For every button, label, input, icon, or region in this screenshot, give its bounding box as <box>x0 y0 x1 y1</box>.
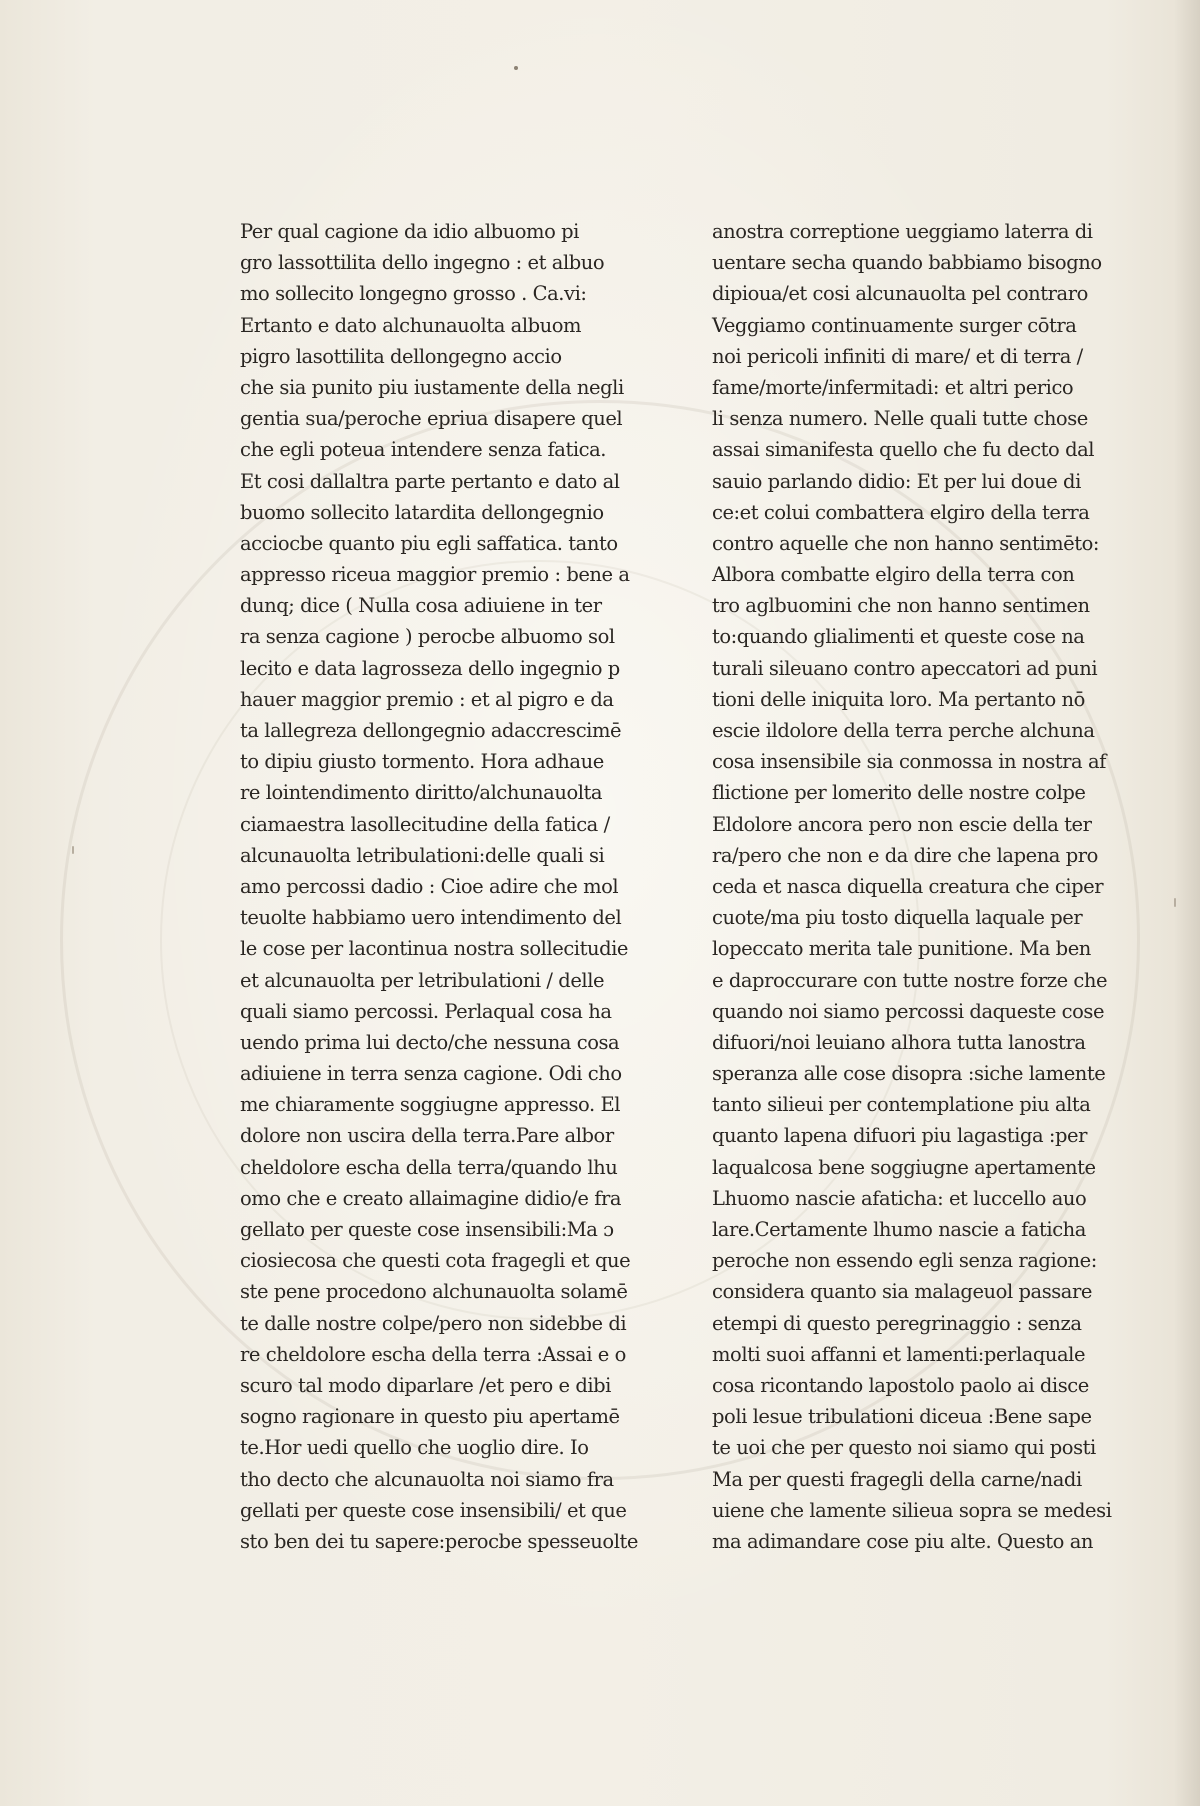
text-line: Veggiamo continuamente surger cōtra <box>712 313 1077 337</box>
text-line: cheldolore escha della terra/quando lhu <box>240 1155 618 1179</box>
text-line: Ma per questi fragegli della carne/nadi <box>712 1467 1082 1491</box>
text-line: assai simanifesta quello che fu decto dal <box>712 438 1095 462</box>
text-line: sauio parlando didio: Et per lui doue di <box>712 469 1081 493</box>
text-line: adiuiene in terra senza cagione. Odi cho <box>240 1062 622 1086</box>
text-line: ciamaestra lasollecitudine della fatica / <box>240 812 610 836</box>
text-line: contro aquelle che non hanno sentimēto: <box>712 531 1100 555</box>
text-line: Per qual cagione da idio albuomo pi <box>240 220 579 243</box>
text-line: buomo sollecito latardita dellongegnio <box>240 500 604 524</box>
text-line: gentia sua/peroche epriua disapere quel <box>240 407 623 431</box>
text-line: lare.Certamente lhumo nascie a faticha <box>712 1218 1086 1241</box>
text-line: Lhuomo nascie afaticha: et luccello auo <box>712 1186 1087 1210</box>
text-line: Albora combatte elgiro della terra con <box>712 563 1075 587</box>
text-line: mo sollecito longegno grosso . Ca.vi: <box>240 282 587 306</box>
text-line: cosa insensibile sia conmossa in nostra af <box>712 750 1106 774</box>
text-line: scuro tal modo diparlare /et pero e dibi <box>240 1373 611 1397</box>
text-line: acciocbe quanto piu egli saffatica. tanto <box>240 531 618 555</box>
text-line: ra/pero che non e da dire che lapena pro <box>712 843 1098 867</box>
text-line: anostra correptione ueggiamo laterra di <box>712 220 1093 243</box>
paper-speck <box>1174 898 1176 907</box>
text-line: ste pene procedono alchunauolta solamē <box>240 1280 628 1304</box>
text-line: laqualcosa bene soggiugne apertamente <box>712 1155 1096 1179</box>
text-line: tanto silieui per contemplatione piu alta <box>712 1093 1091 1117</box>
text-line: ciosiecosa che questi cota fragegli et que <box>240 1249 631 1273</box>
text-line: gellato per queste cose insensibili:Ma ɔ <box>240 1218 614 1241</box>
text-line: speranza alle cose disopra :siche lamente <box>712 1062 1106 1086</box>
text-line: to:quando glialimenti et queste cose na <box>712 625 1085 649</box>
text-line: li senza numero. Nelle quali tutte chose <box>712 407 1088 431</box>
text-line: te uoi che per questo noi siamo qui posti <box>712 1436 1096 1460</box>
paper-speck <box>514 66 518 70</box>
text-line: sogno ragionare in questo piu apertamē <box>240 1405 620 1429</box>
text-line: difuori/noi leuiano alhora tutta lanostra <box>712 1030 1086 1054</box>
text-line: pigro lasottilita dellongegno accio <box>240 344 562 368</box>
text-line: hauer maggior premio : et al pigro e da <box>240 687 614 711</box>
text-line: etempi di questo peregrinaggio : senza <box>712 1311 1082 1335</box>
text-line: che sia punito piu iustamente della negli <box>240 375 624 399</box>
text-line: lecito e data lagrosseza dello ingegnio p <box>240 656 620 680</box>
text-line: cosa ricontando lapostolo paolo ai disce <box>712 1373 1089 1397</box>
text-line: dolore non uscira della terra.Pare albor <box>240 1124 614 1148</box>
text-line: tioni delle iniquita loro. Ma pertanto nō <box>712 687 1085 711</box>
text-line: te dalle nostre colpe/pero non sidebbe di <box>240 1311 627 1335</box>
text-line: peroche non essendo egli senza ragione: <box>712 1249 1097 1273</box>
text-line: me chiaramente soggiugne appresso. El <box>240 1093 621 1117</box>
text-line: poli lesue tribulationi diceua :Bene sape <box>712 1405 1092 1429</box>
text-line: quali siamo percossi. Perlaqual cosa ha <box>240 999 612 1023</box>
text-line: dipioua/et cosi alcunauolta pel contraro <box>712 282 1088 306</box>
text-line: uentare secha quando babbiamo bisogno <box>712 251 1102 275</box>
text-line: considera quanto sia malageuol passare <box>712 1280 1092 1304</box>
text-line: tro aglbuomini che non hanno sentimen <box>712 594 1090 618</box>
text-line: Ertanto e dato alchunauolta albuom <box>240 313 582 337</box>
text-line: ra senza cagione ) perocbe albuomo sol <box>240 625 615 649</box>
text-line: te.Hor uedi quello che uoglio dire. Io <box>240 1436 589 1460</box>
text-line: gro lassottilita dello ingegno : et albuo <box>240 251 605 275</box>
text-line: fame/morte/infermitadi: et altri perico <box>712 375 1074 399</box>
text-line: che egli poteua intendere senza fatica. <box>240 438 607 462</box>
text-line: quanto lapena difuori piu lagastiga :per <box>712 1124 1088 1148</box>
text-line: tho decto che alcunauolta noi siamo fra <box>240 1467 614 1491</box>
text-line: dunq; dice ( Nulla cosa adiuiene in ter <box>240 594 602 618</box>
text-line: le cose per lacontinua nostra sollecitudie <box>240 937 628 961</box>
text-line: noi pericoli infiniti di mare/ et di terra / <box>712 344 1083 368</box>
text-line: sto ben dei tu sapere:perocbe spesseuolte <box>240 1529 638 1553</box>
text-line: cuote/ma piu tosto diquella laquale per <box>712 906 1083 930</box>
text-line: ta lallegreza dellongegnio adaccrescimē <box>240 719 622 742</box>
text-line: lopeccato merita tale punitione. Ma ben <box>712 937 1091 961</box>
text-line: ceda et nasca diquella creatura che ciper <box>712 874 1104 898</box>
page-edge-shadow <box>1174 0 1200 1806</box>
text-line: e daproccurare con tutte nostre forze che <box>712 968 1108 992</box>
text-line: omo che e creato allaimagine didio/e fra <box>240 1186 622 1210</box>
text-line: re cheldolore escha della terra :Assai e o <box>240 1342 626 1366</box>
text-line: molti suoi affanni et lamenti:perlaquale <box>712 1342 1086 1366</box>
paper-speck <box>72 846 74 854</box>
text-line: ma adimandare cose piu alte. Questo an <box>712 1529 1093 1553</box>
text-line: gellati per queste cose insensibili/ et que <box>240 1498 627 1522</box>
text-line: turali sileuano contro apeccatori ad puni <box>712 656 1098 680</box>
text-line: ce:et colui combattera elgiro della terra <box>712 500 1090 524</box>
left-text-column <box>240 216 660 1557</box>
text-line: escie ildolore della terra perche alchuna <box>712 719 1095 742</box>
text-line: Et cosi dallaltra parte pertanto e dato al <box>240 469 620 493</box>
text-line: to dipiu giusto tormento. Hora adhaue <box>240 750 604 774</box>
text-line: re lointendimento diritto/alchunauolta <box>240 781 603 805</box>
text-line: et alcunauolta per letribulationi / delle <box>240 968 605 992</box>
right-text-column <box>712 216 1142 1557</box>
text-line: Eldolore ancora pero non escie della ter <box>712 812 1092 836</box>
text-line: flictione per lomerito delle nostre colpe <box>712 781 1086 805</box>
text-line: uiene che lamente silieua sopra se medesi <box>712 1498 1112 1522</box>
text-line: appresso riceua maggior premio : bene a <box>240 563 630 587</box>
text-line: uendo prima lui decto/che nessuna cosa <box>240 1030 620 1054</box>
text-line: alcunauolta letribulationi:delle quali si <box>240 843 605 867</box>
text-line: teuolte habbiamo uero intendimento del <box>240 906 622 930</box>
text-line: quando noi siamo percossi daqueste cose <box>712 999 1105 1023</box>
text-line: amo percossi dadio : Cioe adire che mol <box>240 874 619 898</box>
